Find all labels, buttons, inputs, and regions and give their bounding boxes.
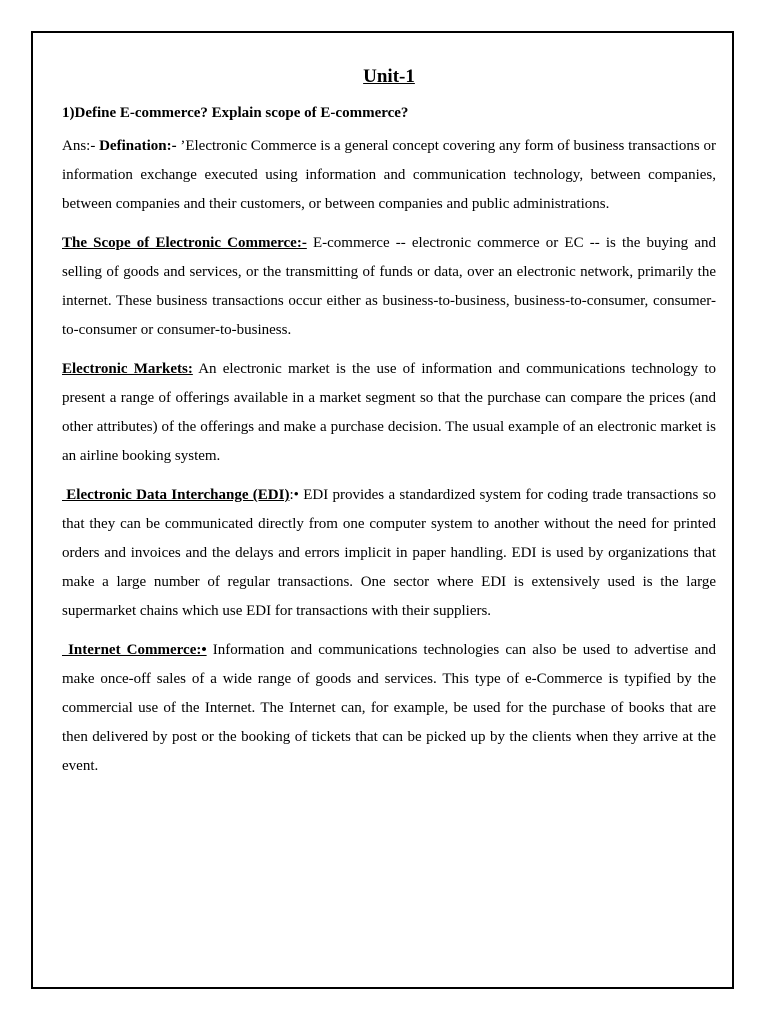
page-title: Unit-1 — [363, 66, 415, 87]
definition-text: ’Electronic Commerce is a general concept covering any form of business transactions or information exchange executed using information and communication technology, between companies, between companies and their customers, or between companies and public administrations. — [62, 138, 716, 212]
section-internet-commerce — [62, 636, 716, 781]
section-heading-suffix: :• — [289, 487, 299, 503]
question-heading: 1)Define E-commerce? Explain scope of E-commerce? — [62, 105, 409, 121]
section-heading: Internet Commerce:• — [62, 642, 207, 658]
section-electronic-markets — [62, 355, 716, 471]
section-text: An electronic market is the use of information and communications technology to present a range of offerings available in a market segment so that the purchase can compare the prices (and other attributes) of the offerings and make a purchase decision. The usual example of an electronic market is an airline booking system. — [62, 361, 716, 464]
section-text: Information and communications technologies can also be used to advertise and make once-off sales of a wide range of goods and services. This type of e-Commerce is typified by the commercial use of the Internet. The Internet can, for example, be used for the purchase of books that are then delivered by post or the booking of tickets that can be picked up by the clients when they arrive at the event. — [62, 642, 716, 774]
answer-paragraph — [62, 132, 716, 219]
section-heading: Electronic Data Interchange (EDI) — [62, 487, 290, 503]
answer-prefix: Ans:- — [62, 138, 100, 154]
section-text: EDI provides a standardized system for coding trade transactions so that they can be communicated directly from one computer system to another without the need for printed orders and invoices and the delays and errors implicit in paper handling. EDI is used by organizations that make a large number of regular transactions. One sector where EDI is extensively used is the large supermarket chains which use EDI for transactions with their suppliers. — [62, 487, 716, 619]
section-edi — [62, 481, 716, 626]
document-body — [62, 62, 716, 791]
definition-label: Defination:- — [99, 138, 177, 154]
section-scope — [62, 229, 716, 345]
section-text: E-commerce -- electronic commerce or EC -- is the buying and selling of goods and services, or the transmitting of funds or data, over an electronic network, primarily the internet. These business transactions occur either as business-to-business, business-to-consumer, consumer-to-consumer or consumer-to-business. — [62, 235, 716, 338]
section-heading: The Scope of Electronic Commerce:- — [62, 235, 307, 251]
section-heading: Electronic Markets: — [62, 361, 193, 377]
